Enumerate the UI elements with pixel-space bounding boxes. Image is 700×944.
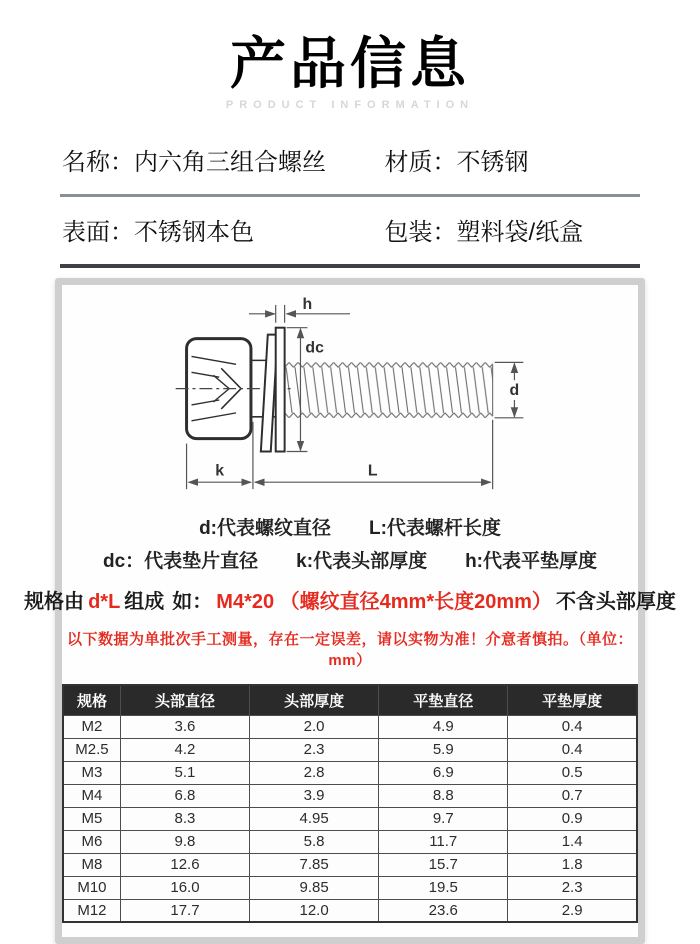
spec-format-line [24, 585, 676, 614]
flat-washer [276, 328, 285, 452]
table-cell: 15.7 [379, 853, 508, 876]
table-cell: 23.6 [379, 899, 508, 922]
spec-suffix: 不含头部厚度 [555, 591, 676, 614]
table-cell: 5.8 [250, 830, 379, 853]
legend-k: k:代表头部厚度 [296, 551, 428, 573]
spec-panel [24, 278, 676, 944]
measurement-warning: 以下数据为单批次手工测量，存在一定误差，请以实物为准！介意者慎拍。（单位：mm） [66, 631, 633, 670]
table-cell: 2.8 [250, 761, 379, 784]
table-row [63, 761, 637, 784]
table-cell: 16.0 [120, 876, 249, 899]
info-value-name: 内六角三组合螺丝 [134, 149, 326, 177]
dim-label-h: h [302, 296, 313, 314]
thread-shaft [285, 363, 493, 418]
table-cell: 2.3 [508, 876, 637, 899]
info-label-surface: 表面： [62, 219, 134, 247]
table-cell: 2.3 [250, 738, 379, 761]
info-item-material [385, 142, 638, 177]
product-info-section [60, 127, 640, 268]
info-label-packing: 包装： [384, 219, 457, 247]
col-header-head-diameter: 头部直径 [120, 685, 249, 715]
table-cell: 11.7 [379, 830, 508, 853]
table-cell: M2 [63, 715, 120, 738]
info-value-packing: 塑料袋/纸盒 [456, 219, 584, 247]
table-cell: 5.9 [379, 738, 508, 761]
info-item-surface [62, 212, 385, 247]
table-cell: 9.85 [250, 876, 379, 899]
table-cell: 9.8 [120, 830, 249, 853]
screw-diagram [62, 285, 638, 505]
spec-red-example: M4*20 （螺纹直径4mm*长度20mm） [216, 591, 552, 614]
table-row [63, 876, 637, 899]
header-row [63, 685, 637, 715]
screw-drawing-svg [62, 295, 638, 505]
spec-table-head [63, 685, 637, 715]
table-cell: M5 [63, 807, 120, 830]
legend-line-1 [62, 513, 638, 540]
info-label-name: 名称： [62, 149, 134, 177]
table-cell: M2.5 [63, 738, 120, 761]
spec-table-body [63, 715, 637, 922]
divider [60, 264, 640, 268]
spec-mid2: 如： [172, 591, 213, 614]
info-row-surface-packing [60, 197, 640, 264]
legend-dc: dc：代表垫片直径 [102, 551, 259, 573]
table-cell: 5.1 [120, 761, 249, 784]
table-cell: 6.8 [120, 784, 249, 807]
col-header-head-thickness: 头部厚度 [250, 685, 379, 715]
table-cell: M6 [63, 830, 120, 853]
spec-red-dl: d*L [88, 591, 121, 614]
table-cell: 1.8 [508, 853, 637, 876]
table-cell: 0.4 [508, 715, 637, 738]
table-cell: 4.2 [120, 738, 249, 761]
dim-label-k: k [215, 462, 225, 480]
table-cell: 4.9 [379, 715, 508, 738]
table-row [63, 715, 637, 738]
legend-d: d:代表螺纹直径 [199, 518, 331, 540]
dim-label-dc: dc [305, 339, 324, 357]
table-row [63, 807, 637, 830]
table-cell: 12.0 [250, 899, 379, 922]
info-row-name-material [60, 127, 640, 194]
spec-table [62, 684, 638, 923]
table-cell: 2.0 [250, 715, 379, 738]
table-cell: M10 [63, 876, 120, 899]
table-cell: 2.9 [508, 899, 637, 922]
table-cell: 3.9 [250, 784, 379, 807]
spec-prefix: 规格由 [24, 591, 85, 614]
table-cell: 8.3 [120, 807, 249, 830]
dim-label-d: d [509, 382, 520, 400]
table-row [63, 784, 637, 807]
table-cell: 8.8 [379, 784, 508, 807]
info-value-surface: 不锈钢本色 [134, 219, 254, 247]
table-cell: 0.7 [508, 784, 637, 807]
legend-h: h:代表平垫厚度 [465, 551, 598, 573]
table-row [63, 738, 637, 761]
table-cell: 6.9 [379, 761, 508, 784]
table-row [63, 899, 637, 922]
legend-line-2 [62, 546, 638, 573]
info-label-material: 材质： [384, 149, 457, 177]
legend-L: L:代表螺杆长度 [369, 518, 501, 540]
table-cell: 9.7 [379, 807, 508, 830]
table-cell: M4 [63, 784, 120, 807]
info-item-packing [385, 212, 638, 247]
spec-mid1: 组成 [124, 591, 165, 614]
table-cell: 0.4 [508, 738, 637, 761]
table-cell: 1.4 [508, 830, 637, 853]
info-item-name [62, 142, 385, 177]
table-cell: M8 [63, 853, 120, 876]
col-header-washer-thickness: 平垫厚度 [508, 685, 637, 715]
page-subtitle: PRODUCT INFORMATION [225, 99, 475, 112]
col-header-spec: 规格 [63, 685, 120, 715]
table-cell: M12 [63, 899, 120, 922]
table-cell: 0.5 [508, 761, 637, 784]
dim-label-L: L [367, 462, 378, 480]
table-cell: 12.6 [120, 853, 249, 876]
table-cell: M3 [63, 761, 120, 784]
table-cell: 3.6 [120, 715, 249, 738]
info-value-material: 不锈钢 [456, 149, 529, 177]
title-block [0, 0, 700, 111]
table-cell: 0.9 [508, 807, 637, 830]
col-header-washer-diameter: 平垫直径 [379, 685, 508, 715]
table-cell: 17.7 [120, 899, 249, 922]
page-title: 产品信息 [230, 32, 470, 95]
table-cell: 19.5 [379, 876, 508, 899]
table-cell: 4.95 [250, 807, 379, 830]
table-row [63, 853, 637, 876]
table-cell: 7.85 [250, 853, 379, 876]
table-row [63, 830, 637, 853]
